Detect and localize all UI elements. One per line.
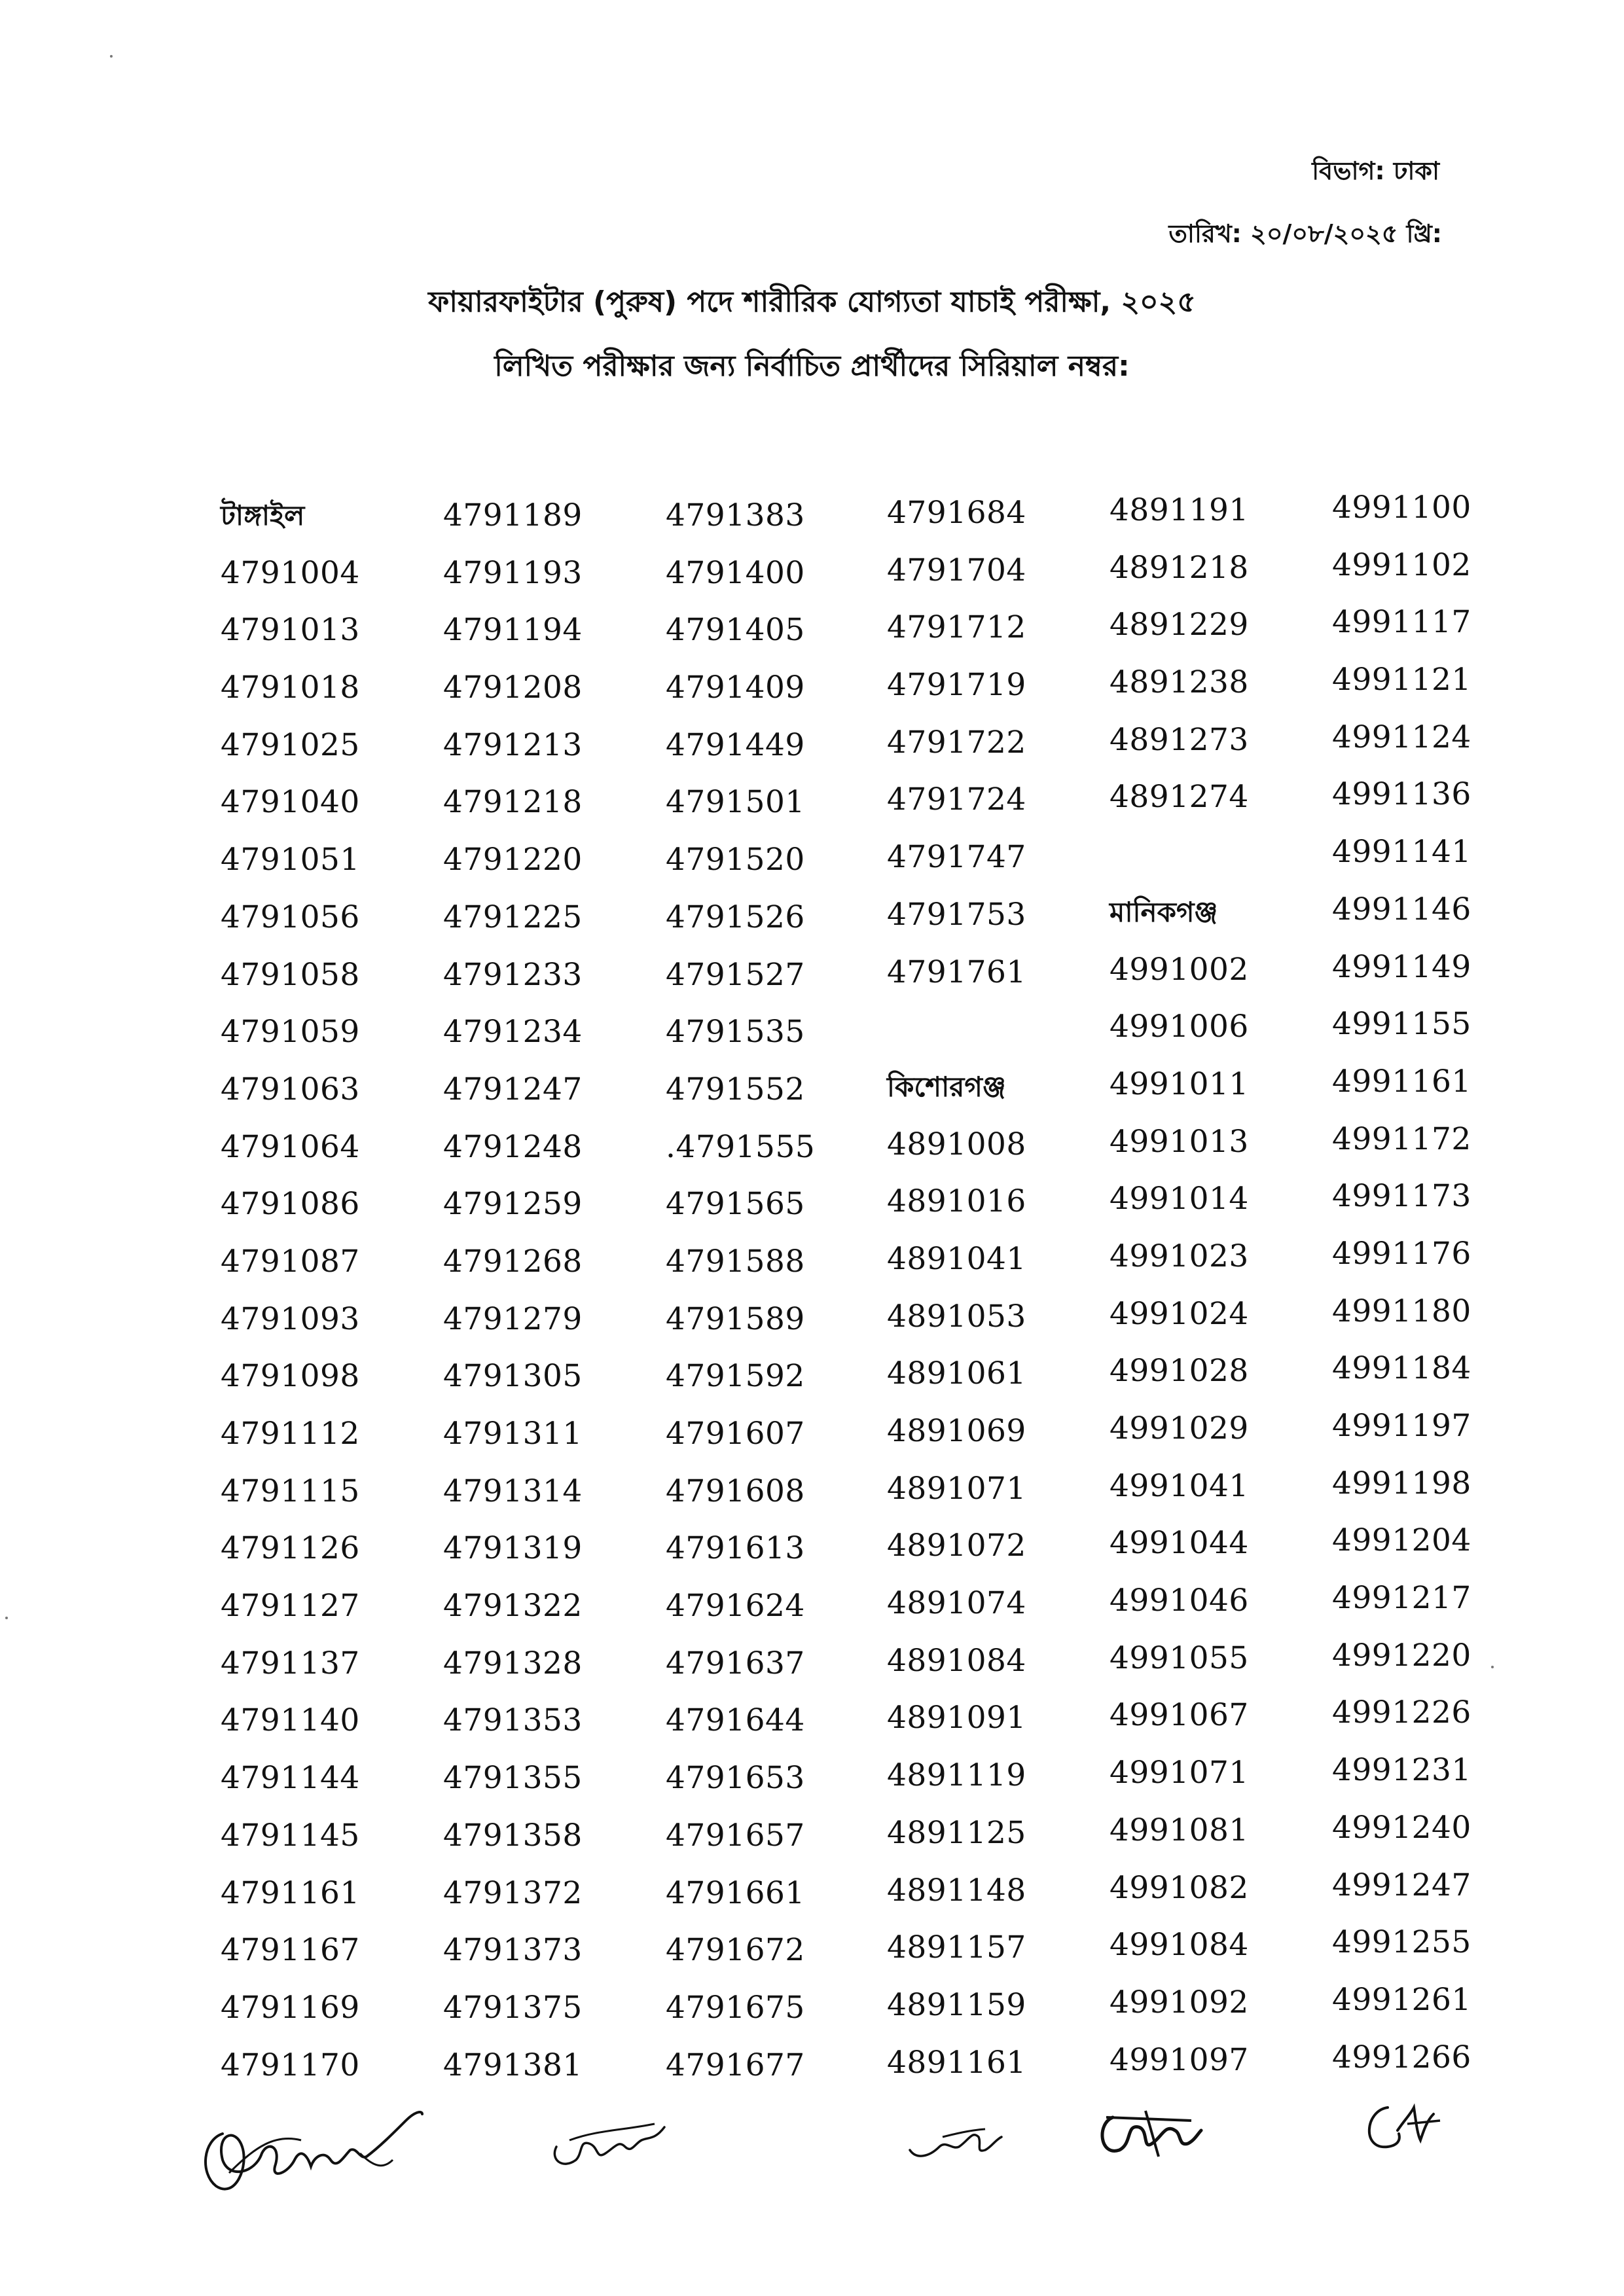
serial-number: 4991013: [1110, 1123, 1249, 1160]
serial-number: 4991002: [1110, 951, 1249, 988]
serial-number: 4991067: [1110, 1697, 1249, 1734]
document-subtitle: লিখিত পরীক্ষার জন্য নির্বাচিত প্রার্থীদের সিরিয়াল নম্বর:: [494, 350, 1130, 383]
serial-number: 4791704: [887, 552, 1026, 588]
serial-number: 4791126: [221, 1530, 360, 1567]
serial-number: 4791644: [666, 1702, 805, 1739]
district-header: মানিকগঞ্জ: [1110, 895, 1218, 928]
serial-number: 4791722: [887, 724, 1026, 761]
serial-number: 4791355: [443, 1760, 583, 1797]
serial-number: 4791753: [887, 896, 1026, 933]
serial-number: 4791063: [221, 1071, 360, 1107]
serial-number: 4791747: [887, 839, 1026, 876]
blank-cell: [887, 1010, 1083, 1067]
serial-number: 4891071: [887, 1470, 1026, 1507]
serial-number: 4791218: [443, 784, 583, 821]
serial-number: 4791589: [666, 1300, 805, 1337]
serial-number: 4791322: [443, 1588, 583, 1624]
serial-number: 4791225: [443, 899, 583, 935]
serial-number: 4891084: [887, 1642, 1026, 1679]
serial-number: 4791169: [221, 1989, 360, 2026]
serial-number: 4791501: [666, 784, 805, 821]
serial-number: 4891161: [887, 2044, 1026, 2081]
serial-number: 4991092: [1110, 1984, 1249, 2020]
serial-number: 4991146: [1332, 891, 1471, 927]
serial-number: 4791592: [666, 1358, 805, 1395]
serial-number: 4891159: [887, 1986, 1026, 2023]
serial-number: 4991255: [1332, 1924, 1471, 1961]
serial-number: 4791684: [887, 495, 1026, 531]
serial-number: 4991220: [1332, 1637, 1471, 1674]
serial-number: 4991261: [1332, 1981, 1471, 2018]
serial-number: 4991023: [1110, 1238, 1249, 1274]
serial-column-3: [666, 496, 862, 2103]
serial-number: 4791552: [666, 1071, 805, 1107]
serial-number: 4791025: [221, 726, 360, 763]
serial-number: 4991011: [1110, 1066, 1249, 1102]
serial-number: 4791724: [887, 781, 1026, 818]
serial-number: 4791087: [221, 1243, 360, 1280]
date-label: তারিখ: ২০/০৮/২০২৫ খ্রি:: [1168, 219, 1442, 248]
serial-number: 4891061: [887, 1355, 1026, 1392]
serial-number: 4791189: [443, 497, 583, 533]
serial-number: 4791675: [666, 1989, 805, 2026]
serial-number: 4791527: [666, 956, 805, 993]
signature-1: [196, 2094, 445, 2199]
serial-number: 4991081: [1110, 1812, 1249, 1848]
serial-number: 4791314: [443, 1473, 583, 1509]
serial-number: 4791358: [443, 1817, 583, 1854]
serial-number: 4891229: [1110, 607, 1249, 643]
serial-number: 4791145: [221, 1817, 360, 1854]
serial-number: 4791373: [443, 1932, 583, 1969]
serial-number: 4791409: [666, 670, 805, 706]
serial-number: 4991226: [1332, 1695, 1471, 1731]
serial-number: 4791234: [443, 1014, 583, 1050]
serial-number: 4791661: [666, 1874, 805, 1911]
serial-number: 4991240: [1332, 1809, 1471, 1846]
serial-number: 4991055: [1110, 1640, 1249, 1676]
serial-number: 4891119: [887, 1757, 1026, 1794]
serial-number: 4791115: [221, 1473, 360, 1509]
serial-number: 4791653: [666, 1760, 805, 1797]
serial-number: 4891273: [1110, 721, 1249, 758]
serial-number: 4791098: [221, 1358, 360, 1395]
serial-number: 4791268: [443, 1243, 583, 1280]
serial-number: 4791613: [666, 1530, 805, 1567]
serial-number: 4791144: [221, 1760, 360, 1797]
serial-number: 4891148: [887, 1872, 1026, 1909]
serial-number: 4991028: [1110, 1353, 1249, 1390]
serial-number: 4891072: [887, 1528, 1026, 1564]
serial-number: 4791140: [221, 1702, 360, 1739]
serial-column-2: [443, 496, 640, 2103]
serial-number: 4791624: [666, 1588, 805, 1624]
serial-number: 4991046: [1110, 1583, 1249, 1619]
serial-number: 4991141: [1332, 834, 1471, 870]
serial-number: 4791311: [443, 1416, 583, 1452]
serial-number: 4991184: [1332, 1350, 1471, 1387]
serial-number: 4791056: [221, 899, 360, 935]
serial-number: 4791353: [443, 1702, 583, 1739]
serial-number: 4791233: [443, 956, 583, 993]
serial-number: 4991149: [1332, 948, 1471, 985]
serial-number: 4791305: [443, 1358, 583, 1395]
document-title: ফায়ারফাইটার (পুরুষ) পদে শারীরিক যোগ্যতা যাচাই পরীক্ষা, ২০২৫: [428, 285, 1196, 319]
serial-number: 4991231: [1332, 1752, 1471, 1789]
serial-number: 4791526: [666, 899, 805, 935]
serial-number: 4991247: [1332, 1867, 1471, 1903]
serial-number: 4791712: [887, 609, 1026, 646]
serial-number: 4791018: [221, 670, 360, 706]
department-label: বিভাগ: ঢাকা: [1312, 156, 1439, 185]
serial-number: 4791761: [887, 954, 1026, 990]
serial-number: 4891016: [887, 1183, 1026, 1220]
serial-number: 4791194: [443, 612, 583, 649]
serial-number: 4991176: [1332, 1235, 1471, 1272]
serial-number: 4791372: [443, 1874, 583, 1911]
serial-number: 4891091: [887, 1700, 1026, 1736]
serial-column-5: [1110, 491, 1306, 2098]
serial-number: 4791719: [887, 667, 1026, 704]
serial-column-6: [1332, 488, 1528, 2095]
serial-number: 4791607: [666, 1416, 805, 1452]
serial-number: 4891053: [887, 1298, 1026, 1335]
serial-column-4: [887, 493, 1083, 2100]
serial-number: 4991204: [1332, 1522, 1471, 1559]
serial-number: 4991082: [1110, 1869, 1249, 1906]
serial-number: 4791535: [666, 1014, 805, 1050]
serial-number: 4791004: [221, 554, 360, 591]
serial-number: 4791328: [443, 1645, 583, 1681]
serial-number: 4791213: [443, 726, 583, 763]
serial-number: 4991180: [1332, 1293, 1471, 1329]
serial-number: .4791555: [666, 1128, 816, 1165]
serial-number: 4991044: [1110, 1525, 1249, 1562]
serial-number: 4991173: [1332, 1178, 1471, 1215]
serial-number: 4791565: [666, 1186, 805, 1223]
serial-number: 4791093: [221, 1300, 360, 1337]
serial-number: 4991198: [1332, 1465, 1471, 1501]
serial-number: 4891238: [1110, 664, 1249, 701]
serial-number: 4891191: [1110, 492, 1249, 528]
serial-number: 4791405: [666, 612, 805, 649]
serial-number: 4991217: [1332, 1580, 1471, 1617]
serial-number: 4791677: [666, 2047, 805, 2083]
serial-number: 4791051: [221, 842, 360, 878]
serial-number: 4791064: [221, 1128, 360, 1165]
serial-number: 4791059: [221, 1014, 360, 1050]
signature-4: [1087, 2098, 1204, 2170]
serial-number: 4891125: [887, 1814, 1026, 1851]
serial-number: 4891274: [1110, 779, 1249, 816]
serial-number: 4791588: [666, 1243, 805, 1280]
serial-number: 4991024: [1110, 1295, 1249, 1332]
serial-number: 4791657: [666, 1817, 805, 1854]
serial-number: 4991084: [1110, 1927, 1249, 1964]
serial-number: 4791058: [221, 956, 360, 993]
district-header: কিশোরগঞ্জ: [887, 1070, 1006, 1103]
serial-number: 4991041: [1110, 1467, 1249, 1504]
serial-number: 4791383: [666, 497, 805, 533]
serial-number: 4991117: [1332, 604, 1471, 641]
serial-number: 4791220: [443, 842, 583, 878]
serial-number: 4791161: [221, 1874, 360, 1911]
serial-number: 4791449: [666, 726, 805, 763]
serial-number: 4991136: [1332, 776, 1471, 813]
serial-number: 4991124: [1332, 719, 1471, 755]
serial-number: 4991100: [1332, 490, 1471, 526]
blank-cell: [1110, 835, 1306, 893]
serial-number: 4791375: [443, 1989, 583, 2026]
serial-number: 4891074: [887, 1585, 1026, 1622]
serial-number: 4991266: [1332, 2039, 1471, 2075]
serial-number: 4791127: [221, 1588, 360, 1624]
serial-number: 4791112: [221, 1416, 360, 1452]
signature-3: [903, 2111, 1008, 2170]
serial-number: 4891008: [887, 1126, 1026, 1162]
serial-column-1: [221, 496, 417, 2103]
serial-number: 4791319: [443, 1530, 583, 1567]
serial-number: 4791086: [221, 1186, 360, 1223]
serial-number: 4791040: [221, 784, 360, 821]
serial-number: 4891218: [1110, 549, 1249, 586]
serial-number: 4791259: [443, 1186, 583, 1223]
serial-number: 4791247: [443, 1071, 583, 1107]
serial-number: 4991029: [1110, 1410, 1249, 1446]
serial-number: 4891157: [887, 1929, 1026, 1966]
serial-number: 4791137: [221, 1645, 360, 1681]
signature-5: [1358, 2094, 1450, 2160]
serial-number: 4991071: [1110, 1755, 1249, 1791]
serial-number: 4791167: [221, 1932, 360, 1969]
serial-number: 4991097: [1110, 2041, 1249, 2078]
serial-number: 4991014: [1110, 1181, 1249, 1217]
serial-number: 4791637: [666, 1645, 805, 1681]
serial-number: 4991172: [1332, 1121, 1471, 1157]
serial-number: 4791013: [221, 612, 360, 649]
serial-number: 4791520: [666, 842, 805, 878]
serial-number: 4791170: [221, 2047, 360, 2083]
serial-number: 4991155: [1332, 1006, 1471, 1043]
serial-number: 4991161: [1332, 1063, 1471, 1100]
serial-number: 4991006: [1110, 1009, 1249, 1045]
serial-number: 4991197: [1332, 1408, 1471, 1444]
serial-number: 4891041: [887, 1240, 1026, 1277]
serial-number: 4791381: [443, 2047, 583, 2083]
scan-speck: [110, 55, 113, 58]
serial-number: 4991102: [1332, 547, 1471, 583]
serial-number: 4791193: [443, 554, 583, 591]
serial-number: 4791248: [443, 1128, 583, 1165]
serial-number: 4791608: [666, 1473, 805, 1509]
scan-speck: [1491, 1666, 1494, 1668]
serial-number: 4891069: [887, 1413, 1026, 1449]
serial-number: 4791208: [443, 670, 583, 706]
district-header: টাঙ্গাইল: [221, 499, 305, 531]
serial-number: 4791279: [443, 1300, 583, 1337]
serial-number: 4991121: [1332, 662, 1471, 698]
scan-speck: [5, 1617, 8, 1619]
serial-number: 4791672: [666, 1932, 805, 1969]
signature-2: [543, 2114, 674, 2173]
serial-number: 4791400: [666, 554, 805, 591]
